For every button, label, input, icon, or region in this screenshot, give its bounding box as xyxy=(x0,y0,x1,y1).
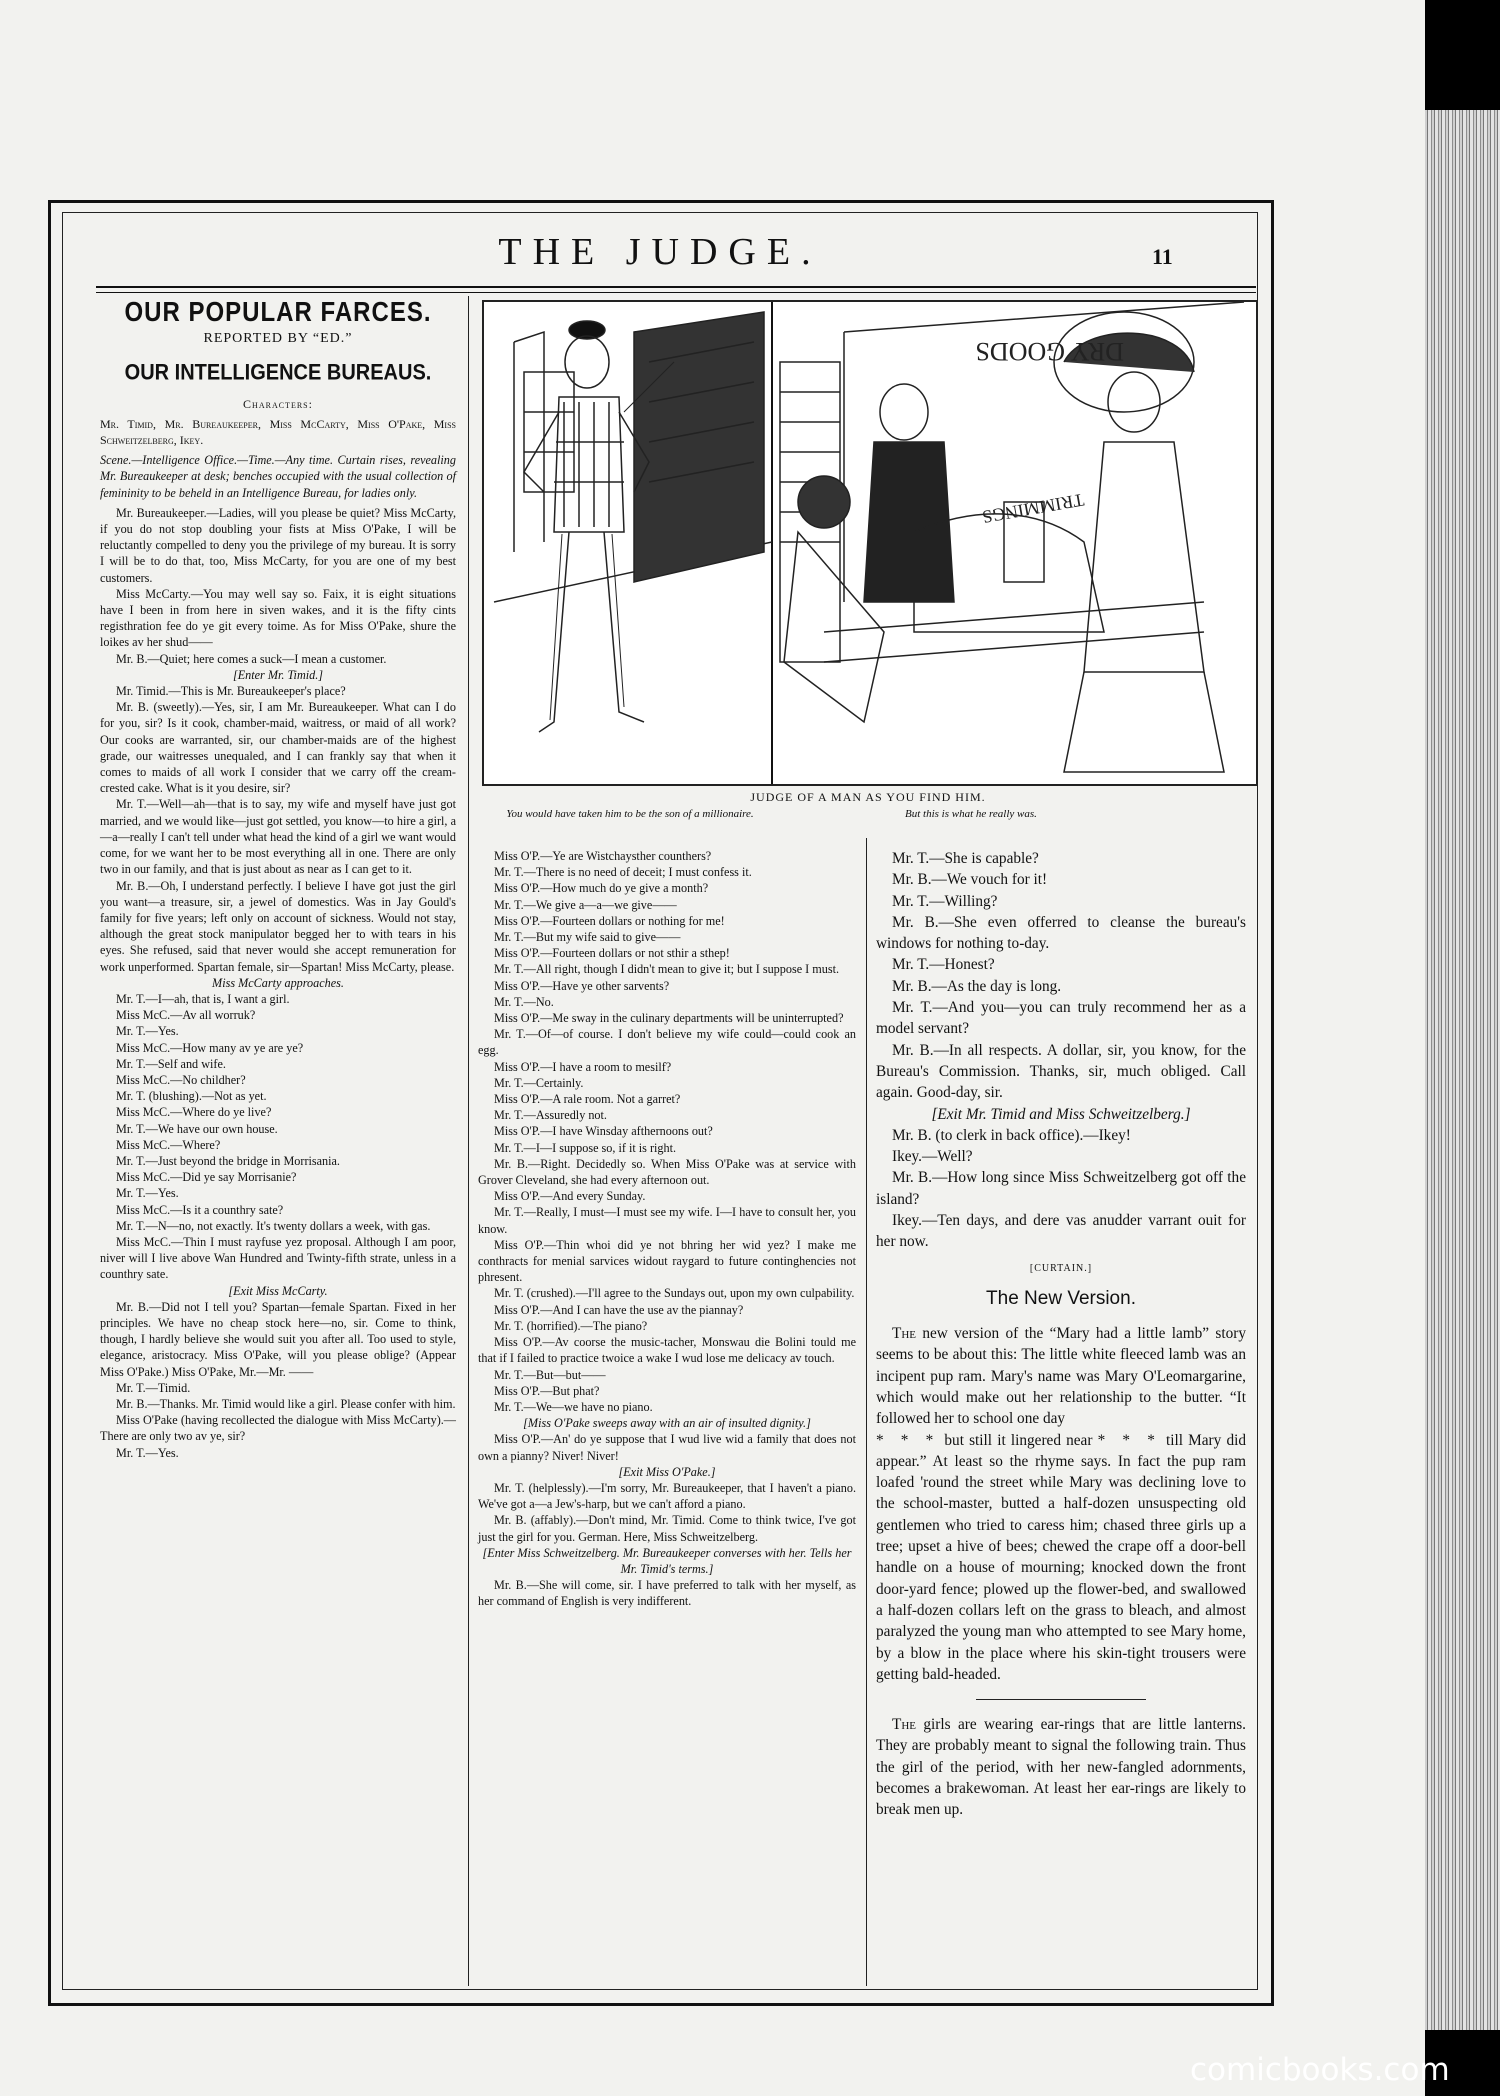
dialogue-line: Mr. B.—Quiet; here comes a suck—I mean a customer. xyxy=(116,651,387,666)
dialogue-line: Mr. T.—Timid. xyxy=(116,1380,191,1395)
dialogue-line: Mr. T. (horrified).—The piano? xyxy=(494,1318,648,1333)
dialogue-line: Miss McC.—Is it a counthry sate? xyxy=(116,1202,284,1217)
dialogue-line: Mr. T.—Yes. xyxy=(116,1024,179,1039)
dialogue-line: Mr. T.—I—I suppose so, if it is right. xyxy=(494,1140,677,1155)
dialogue-line: [Enter Mr. Timid.] xyxy=(232,667,324,682)
dialogue-block xyxy=(100,505,456,1461)
column-divider xyxy=(866,838,867,1986)
dialogue-line: Mr. T.—Just beyond the bridge in Morrisania. xyxy=(116,1153,340,1168)
dialogue-line: Mr. B. (to clerk in back office).—Ikey! xyxy=(892,1126,1131,1144)
shop-window-text: TRIMMINGS xyxy=(980,489,1086,528)
dialogue-line: Miss O'P.—Av coorse the music-tacher, Monswau die Bolini tould me that if I failed to practice twoice a wake I wud lose me delicacy av touch. xyxy=(478,1335,856,1366)
dialogue-line: Mr. B.—How long since Miss Schweitzelberg got off the island? xyxy=(876,1169,1246,1208)
dialogue-line: Mr. T.—Certainly. xyxy=(494,1075,584,1090)
dialogue-line: Miss McC.—How many av ye are ye? xyxy=(116,1040,304,1055)
dialogue-line: Mr. T.—Really, I must—I must see my wife. I—I have to consult her, you know. xyxy=(478,1205,856,1236)
verse-stars: * * * xyxy=(876,1431,940,1449)
watermark-logo: comicbooks.com xyxy=(1190,2052,1450,2088)
dialogue-line: Mr. B. (affably).—Don't mind, Mr. Timid. Come to think twice, I've got just the girl for you. German. Here, Miss Schweitzelberg. xyxy=(478,1513,856,1544)
dialogue-line: Mr. T.—Self and wife. xyxy=(116,1056,226,1071)
dialogue-line: Mr. T.—We—we have no piano. xyxy=(494,1399,653,1414)
new-version-title: The New Version. xyxy=(986,1287,1136,1309)
dialogue-line: Mr. T.—N—no, not exactly. It's twenty dollars a week, with gas. xyxy=(116,1218,431,1233)
dialogue-line: Miss McC.—Where? xyxy=(116,1137,221,1152)
dialogue-line: Mr. T.—We have our own house. xyxy=(116,1121,278,1136)
header-rule xyxy=(96,286,1256,288)
masthead-title: THE JUDGE. xyxy=(498,231,822,273)
dialogue-line: Miss O'P.—Fourteen dollars or nothing for me! xyxy=(494,913,725,928)
farce-column-2 xyxy=(478,848,856,1610)
new-version-verse: but still it lingered near xyxy=(944,1431,1093,1449)
section-rule xyxy=(976,1699,1146,1700)
dialogue-line: Mr. B. (sweetly).—Yes, sir, I am Mr. Bureaukeeper. What can I do for you, sir? Is it cook, chamber-maid, waitress, or maid of all work? Our cooks are warranted, sir, our chamber-maids are of the highest grade, our waitresses unequaled, and I can frankly say that when it comes to maids of all work I consider that we carry off the cream-crested cake. What is it you desire, sir? xyxy=(100,700,456,796)
dialogue-line: Miss O'P.—I have Winsday afthernoons out? xyxy=(494,1124,713,1139)
dialogue-line: Mr. B.—She will come, sir. I have preferred to talk with her myself, as her command of English is very indifferent. xyxy=(478,1578,856,1609)
illustration-left-subcaption: You would have taken him to be the son of a millionaire. xyxy=(506,808,754,820)
page-number: 11 xyxy=(1152,244,1173,269)
dialogue-line: Mr. T.—There is no need of deceit; I must confess it. xyxy=(494,865,752,880)
dialogue-line: Mr. T.—But my wife said to give—— xyxy=(494,930,681,945)
dialogue-line: [Exit Mr. Timid and Miss Schweitzelberg.] xyxy=(931,1105,1191,1123)
dialogue-line: Miss O'Pake (having recollected the dialogue with Miss McCarty).—There are only two av ye, sir? xyxy=(100,1413,456,1444)
dialogue-line: Ikey.—Ten days, and dere vas anudder varrant ouit for her now. xyxy=(876,1212,1246,1251)
dialogue-line: Miss O'P.—Thin whoi did ye not bhring her wid yez? I make me conthracts for menial sarvices widout raygard to future continghencies not phresent. xyxy=(478,1237,856,1285)
characters-list: Mr. Timid, Mr. Bureaukeeper, Miss McCarty, Miss O'Pake, Miss Schweitzelberg, Ikey. xyxy=(100,416,456,448)
shop-sign: DRY GOODS xyxy=(975,337,1124,366)
characters-label: Characters: xyxy=(243,396,313,411)
dialogue-line: Mr. T.—Of—of course. I don't believe my wife could—could cook an egg. xyxy=(478,1027,856,1058)
header-rule-thin xyxy=(96,292,1256,293)
dialogue-line: Mr. Bureaukeeper.—Ladies, will you please be quiet? Miss McCarty, if you do not stop doubling your fists at Miss O'Pake, I will be reluctantly compelled to deny you the privilege of my bureau. It is sorry I will be to do that, too, Miss McCarty, for you are one of my best customers. xyxy=(100,505,456,585)
column-divider xyxy=(468,296,469,1986)
dialogue-line: Miss O'P.—But phat? xyxy=(494,1383,600,1398)
dialogue-line: Mr. T. (crushed).—I'll agree to the Sundays out, upon my own culpability. xyxy=(494,1286,855,1301)
dialogue-line: Mr. B.—We vouch for it! xyxy=(892,871,1048,889)
dialogue-block xyxy=(876,848,1246,1253)
dialogue-line: Miss McC.—Where do ye live? xyxy=(116,1105,272,1120)
dialogue-line: Miss McC.—Thin I must rayfuse yez proposal. Although I am poor, niver will I live above Wan Hundred and Twinty-fifth strate, unless in a counthry sate. xyxy=(100,1234,456,1282)
dialogue-line: Mr. T.—But—but—— xyxy=(494,1367,606,1382)
dialogue-line: [Miss O'Pake sweeps away with an air of insulted dignity.] xyxy=(523,1416,811,1431)
dialogue-line: Mr. T.—Willing? xyxy=(892,892,998,910)
dialogue-line: Ikey.—Well? xyxy=(892,1148,973,1166)
new-version-body: new version of the “Mary had a little lamb” story seems to be about this: The little white fleeced lamb was an incipent pup ram. Mary's name was Mary O'Leomargarine, which would make out her relationship to the butter. “It followed her to school one day xyxy=(876,1325,1246,1428)
new-version-lead: The xyxy=(892,1325,917,1343)
dialogue-line: Miss O'P.—And every Sunday. xyxy=(494,1189,646,1204)
dialogue-line: Mr. T.—Assuredly not. xyxy=(494,1108,607,1123)
dialogue-line: Mr. B.—Did not I tell you? Spartan—female Spartan. Fixed in her principles. We have no cheap stock here—no, sir. Come to think, though, I hardly believe she would suit you after all. Too used to style, elegance, aristocracy. Miss O'Pake, will you please oblige? (Appear Miss O'Pake.) Miss O'Pake, Mr.—Mr. —— xyxy=(100,1299,456,1379)
dialogue-line: Mr. B.—Oh, I understand perfectly. I believe I have got just the girl you want—a treasure, sir, a jewel of domestics. Was in Jay Gould's family for five years; left only on account of sickness. Would not stay, although the great stock manipulator begged her to with tears in his eyes. She refused, said that never would she accept remuneration for work unperformed. Spartan female, sir—Spartan! Miss McCarty, please. xyxy=(100,878,456,974)
dialogue-line: Mr. T.—Honest? xyxy=(892,956,995,974)
book-page-edges xyxy=(1425,110,1500,2030)
curtain-mark: [CURTAIN.] xyxy=(1029,1262,1093,1274)
dialogue-line: Mr. T.—And you—you can truly recommend her as a model servant? xyxy=(876,999,1246,1038)
cartoon-drawing xyxy=(484,302,1256,784)
illustration-caption: JUDGE OF A MAN AS YOU FIND HIM. xyxy=(750,790,986,804)
dialogue-line: [Exit Miss O'Pake.] xyxy=(618,1464,716,1479)
scene-description: Scene.—Intelligence Office.—Time.—Any time. Curtain rises, revealing Mr. Bureaukeeper at desk; benches occupied with the usual collection of femininity to be beheld in an Intelligence Bureau, for ladies only. xyxy=(100,453,456,500)
dialogue-block xyxy=(478,848,856,1610)
dialogue-line: Mr. T. (helplessly).—I'm sorry, Mr. Bureaukeeper, that I haven't a piano. We've got a—a Jew's-harp, but we can't afford a piano. xyxy=(478,1480,856,1512)
dialogue-line: Mr. T.—I—ah, that is, I want a girl. xyxy=(116,991,290,1006)
earrings-body: girls are wearing ear-rings that are little lanterns. They are probably meant to signal the following train. Thus the girl of the period, with her new-fangled adornments, becomes a brakewoman. At least her ear-rings are likely to break men up. xyxy=(876,1716,1247,1819)
dialogue-line: Mr. B.—Thanks. Mr. Timid would like a girl. Please confer with him. xyxy=(116,1397,456,1411)
verse-stars: * * * xyxy=(1097,1431,1161,1449)
article-byline: REPORTED BY “ED.” xyxy=(203,331,353,347)
dialogue-line: Miss O'P.—Fourteen dollars or not sthir a sthep! xyxy=(494,946,730,961)
dialogue-line: Mr. Timid.—This is Mr. Bureaukeeper's place? xyxy=(116,684,346,699)
dialogue-line: Miss O'P.—Have ye other sarvents? xyxy=(494,978,670,993)
dialogue-line: Mr. T.—All right, though I didn't mean to give it; but I suppose I must. xyxy=(494,962,840,977)
dialogue-line: Miss McC.—Av all worruk? xyxy=(116,1008,256,1023)
dialogue-line: Miss O'P.—I have a room to mesilf? xyxy=(494,1059,672,1074)
earrings-lead: The xyxy=(892,1716,917,1734)
dialogue-line: Miss O'P.—And I can have the use av the piannay? xyxy=(494,1302,744,1317)
illustration xyxy=(482,300,1258,786)
dialogue-line: Miss McC.—No childher? xyxy=(116,1072,246,1087)
article-subtitle: OUR INTELLIGENCE BUREAUS. xyxy=(124,361,432,386)
dialogue-line: [Enter Miss Schweitzelberg. Mr. Bureaukeeper converses with her. Tells her Mr. Timid's terms.] xyxy=(482,1545,852,1576)
dialogue-line: Miss O'P.—How much do ye give a month? xyxy=(494,881,709,896)
farce-column-3 xyxy=(876,848,1246,1821)
new-version-body-continued: till Mary did appear.” At least so the rhyme says. In fact the pup ram loafed 'round the street while Mary was declining love to the school-master, butted a half-dozen unsuspecting old gentlemen who tried to caress him; chased three girls up a tree; upset a hive of bees; chewed the crape off a door-bell handle on a house of mourning; knocked down the front door-yard fence; plowed up the flower-bed, and swallowed a half-dozen collars left on the grass to bleach, and almost paralyzed the young man who attempted to see Mary home, by a blow in the place where his skin-tight trousers were getting bald-headed. xyxy=(876,1431,1246,1683)
dialogue-line: Miss McCarty approaches. xyxy=(212,975,344,990)
dialogue-line: Miss McC.—Did ye say Morrisanie? xyxy=(116,1170,297,1185)
dialogue-line: Mr. T.—She is capable? xyxy=(892,850,1039,867)
dialogue-line: Miss O'P.—An' do ye suppose that I wud live wid a family that does not own a pianny? Niver! Niver! xyxy=(478,1432,856,1463)
dialogue-line: Mr. T. (blushing).—Not as yet. xyxy=(116,1089,267,1104)
dialogue-line: Mr. B.—Right. Decidedly so. When Miss O'Pake was at service with Grover Cleveland, she had every afternoon out. xyxy=(478,1156,856,1188)
farce-column-1 xyxy=(100,296,456,1461)
dialogue-line: Miss O'P.—Ye are Wistchaysther counthers? xyxy=(494,849,712,863)
dialogue-line: Miss O'P.—A rale room. Not a garret? xyxy=(494,1092,681,1107)
dialogue-line: Miss O'P.—Me sway in the culinary departments will be uninterrupted? xyxy=(494,1011,844,1026)
dialogue-line: Mr. T.—Yes. xyxy=(116,1186,179,1201)
dialogue-line: Mr. B.—As the day is long. xyxy=(892,977,1062,995)
dialogue-line: [Exit Miss McCarty. xyxy=(228,1283,328,1298)
dialogue-line: Mr. T.—We give a—a—we give—— xyxy=(494,897,677,912)
dialogue-line: Mr. T.—Well—ah—that is to say, my wife and myself have just got married, and we would like—just got settled, you know—to hire a girl, a—a—really I can't tell under what head the kind of a girl we want would come, for we want her to be most everything all in one. There are only two in our family, and that is just about as near as I can get to it. xyxy=(100,797,456,877)
article-title: OUR POPULAR FARCES. xyxy=(124,296,432,328)
dialogue-line: Mr. T.—No. xyxy=(494,994,554,1009)
dialogue-line: Mr. T.—Yes. xyxy=(116,1445,179,1460)
dialogue-line: Mr. B.—In all respects. A dollar, sir, you know, for the Bureau's Commission. Thanks, sir, much obliged. Call again. Good-day, sir. xyxy=(876,1041,1246,1102)
dialogue-line: Mr. B.—She even offerred to cleanse the bureau's windows for nothing to-day. xyxy=(876,913,1246,953)
dialogue-line: Miss McCarty.—You may well say so. Faix, it is eight situations have I been in from here in siven wakes, and it is the fifty cints registhration fee do ye git every toime. As for Miss O'Pake, shure the loikes av her shud—— xyxy=(100,586,456,650)
illustration-right-subcaption: But this is what he really was. xyxy=(905,808,1037,820)
